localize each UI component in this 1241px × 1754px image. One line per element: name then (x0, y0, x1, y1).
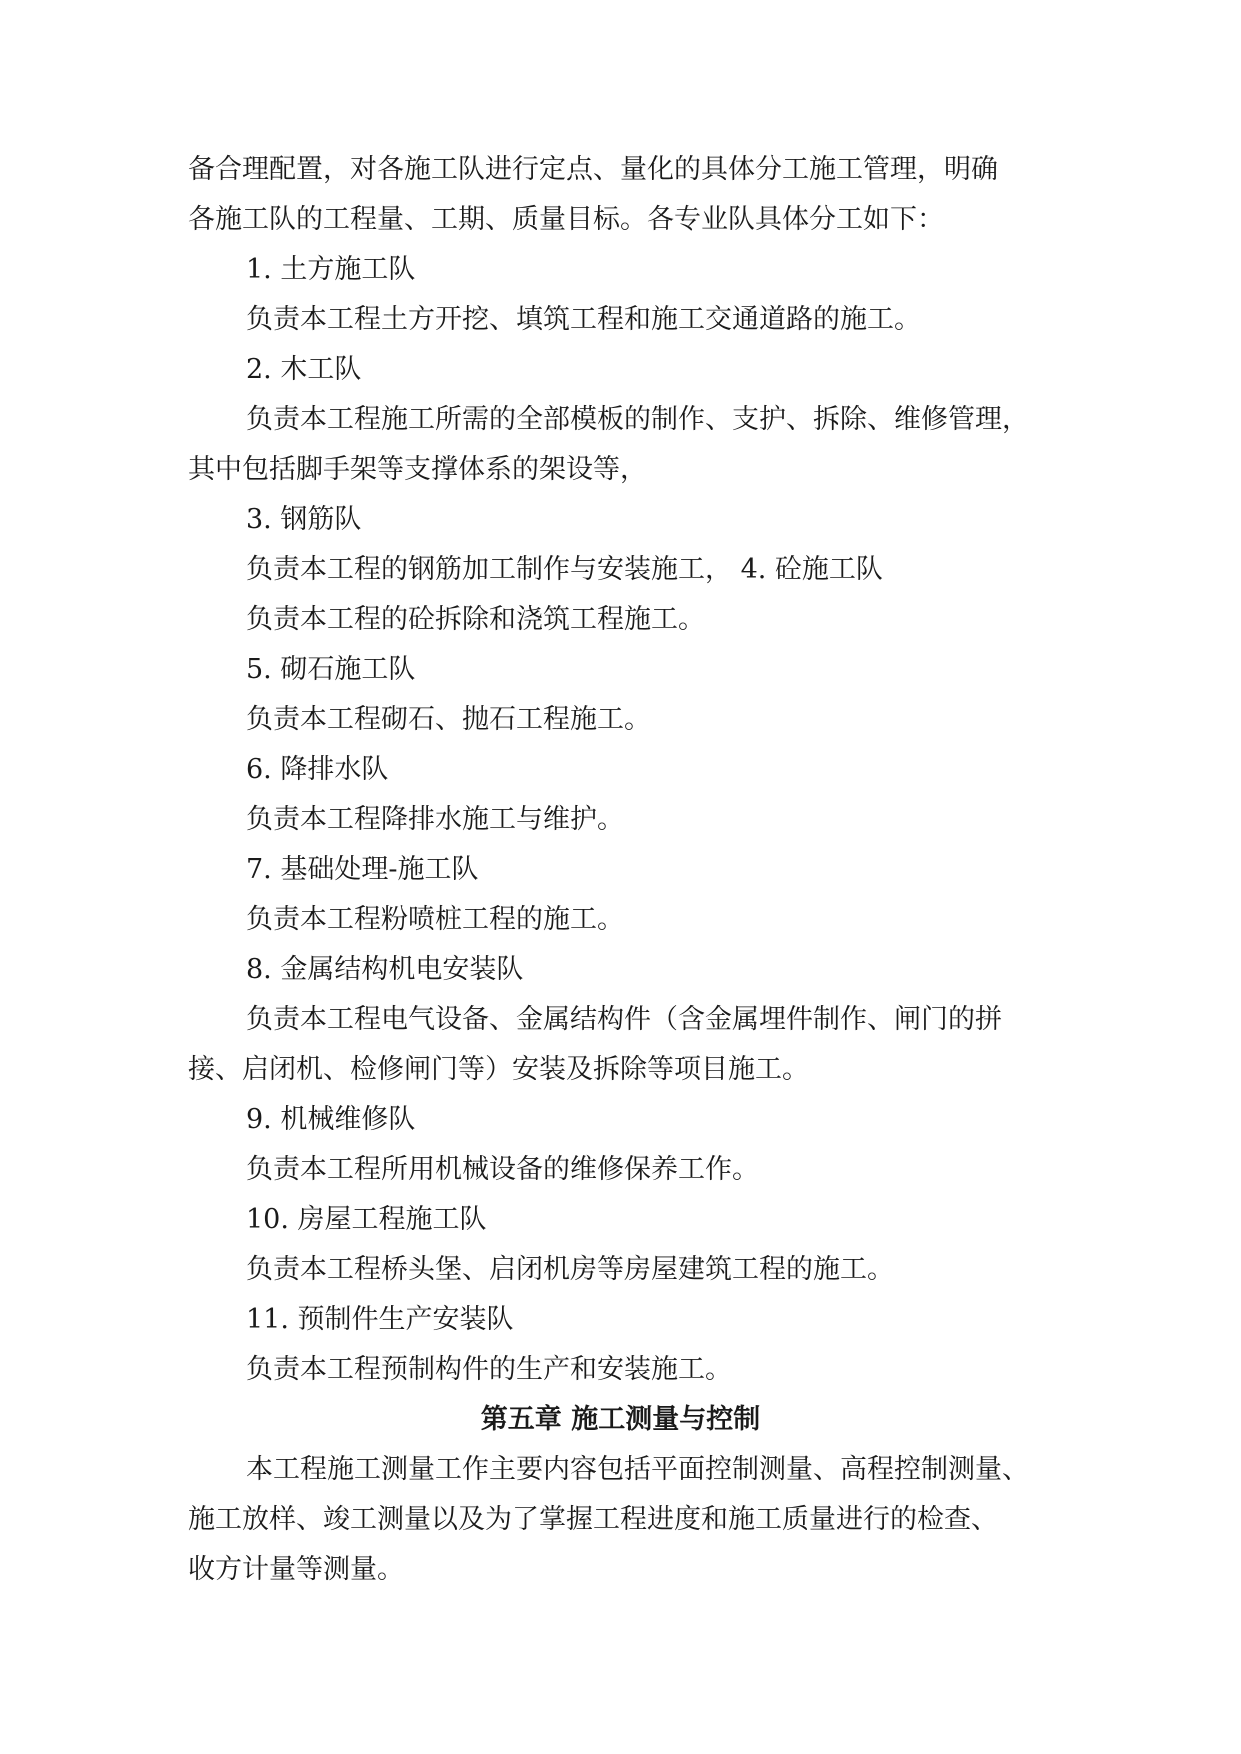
team-title-8: 8. 金属结构机电安装队 (246, 954, 524, 985)
chapter-paragraph-line: 收方计量等测量。 (188, 1554, 404, 1585)
team-desc-2: 负责本工程施工所需的全部模板的制作、支护、拆除、维修管理， (246, 404, 1029, 435)
team-desc-1: 负责本工程土方开挖、填筑工程和施工交通道路的施工。 (246, 304, 921, 335)
team-desc-11: 负责本工程预制构件的生产和安装施工。 (246, 1354, 732, 1385)
chapter-heading: 第五章 施工测量与控制 (480, 1404, 761, 1435)
team-title-5: 5. 砌石施工队 (246, 654, 416, 685)
team-title-6: 6. 降排水队 (246, 754, 389, 785)
team-title-1: 1. 土方施工队 (246, 254, 416, 285)
team-title-9: 9. 机械维修队 (246, 1104, 416, 1135)
team-title-2: 2. 木工队 (246, 354, 362, 385)
chapter-paragraph-line: 本工程施工测量工作主要内容包括平面控制测量、高程控制测量、 (246, 1454, 1029, 1485)
team-desc-10: 负责本工程桥头堡、启闭机房等房屋建筑工程的施工。 (246, 1254, 894, 1285)
paragraph-line: 备合理配置，对各施工队进行定点、量化的具体分工施工管理，明确 (188, 154, 998, 185)
team-title-10: 10. 房屋工程施工队 (246, 1204, 487, 1235)
team-desc-8-cont: 接、启闭机、检修闸门等）安装及拆除等项目施工。 (188, 1054, 809, 1085)
team-desc-8: 负责本工程电气设备、金属结构件（含金属埋件制作、闸门的拼 (246, 1004, 1002, 1035)
team-desc-5: 负责本工程砌石、抛石工程施工。 (246, 704, 651, 735)
team-desc-4: 负责本工程的砼拆除和浇筑工程施工。 (246, 604, 705, 635)
team-desc-3: 负责本工程的钢筋加工制作与安装施工， 4. 砼施工队 (246, 554, 883, 585)
team-desc-6: 负责本工程降排水施工与维护。 (246, 804, 624, 835)
chapter-paragraph-line: 施工放样、竣工测量以及为了掌握工程进度和施工质量进行的检查、 (188, 1504, 998, 1535)
team-title-11: 11. 预制件生产安装队 (246, 1304, 514, 1335)
team-title-7: 7. 基础处理-施工队 (246, 854, 479, 885)
team-title-3: 3. 钢筋队 (246, 504, 362, 535)
team-desc-9: 负责本工程所用机械设备的维修保养工作。 (246, 1154, 759, 1185)
team-desc-2-cont: 其中包括脚手架等支撑体系的架设等， (188, 454, 647, 485)
team-desc-7: 负责本工程粉喷桩工程的施工。 (246, 904, 624, 935)
paragraph-line: 各施工队的工程量、工期、质量目标。各专业队具体分工如下： (188, 204, 944, 235)
